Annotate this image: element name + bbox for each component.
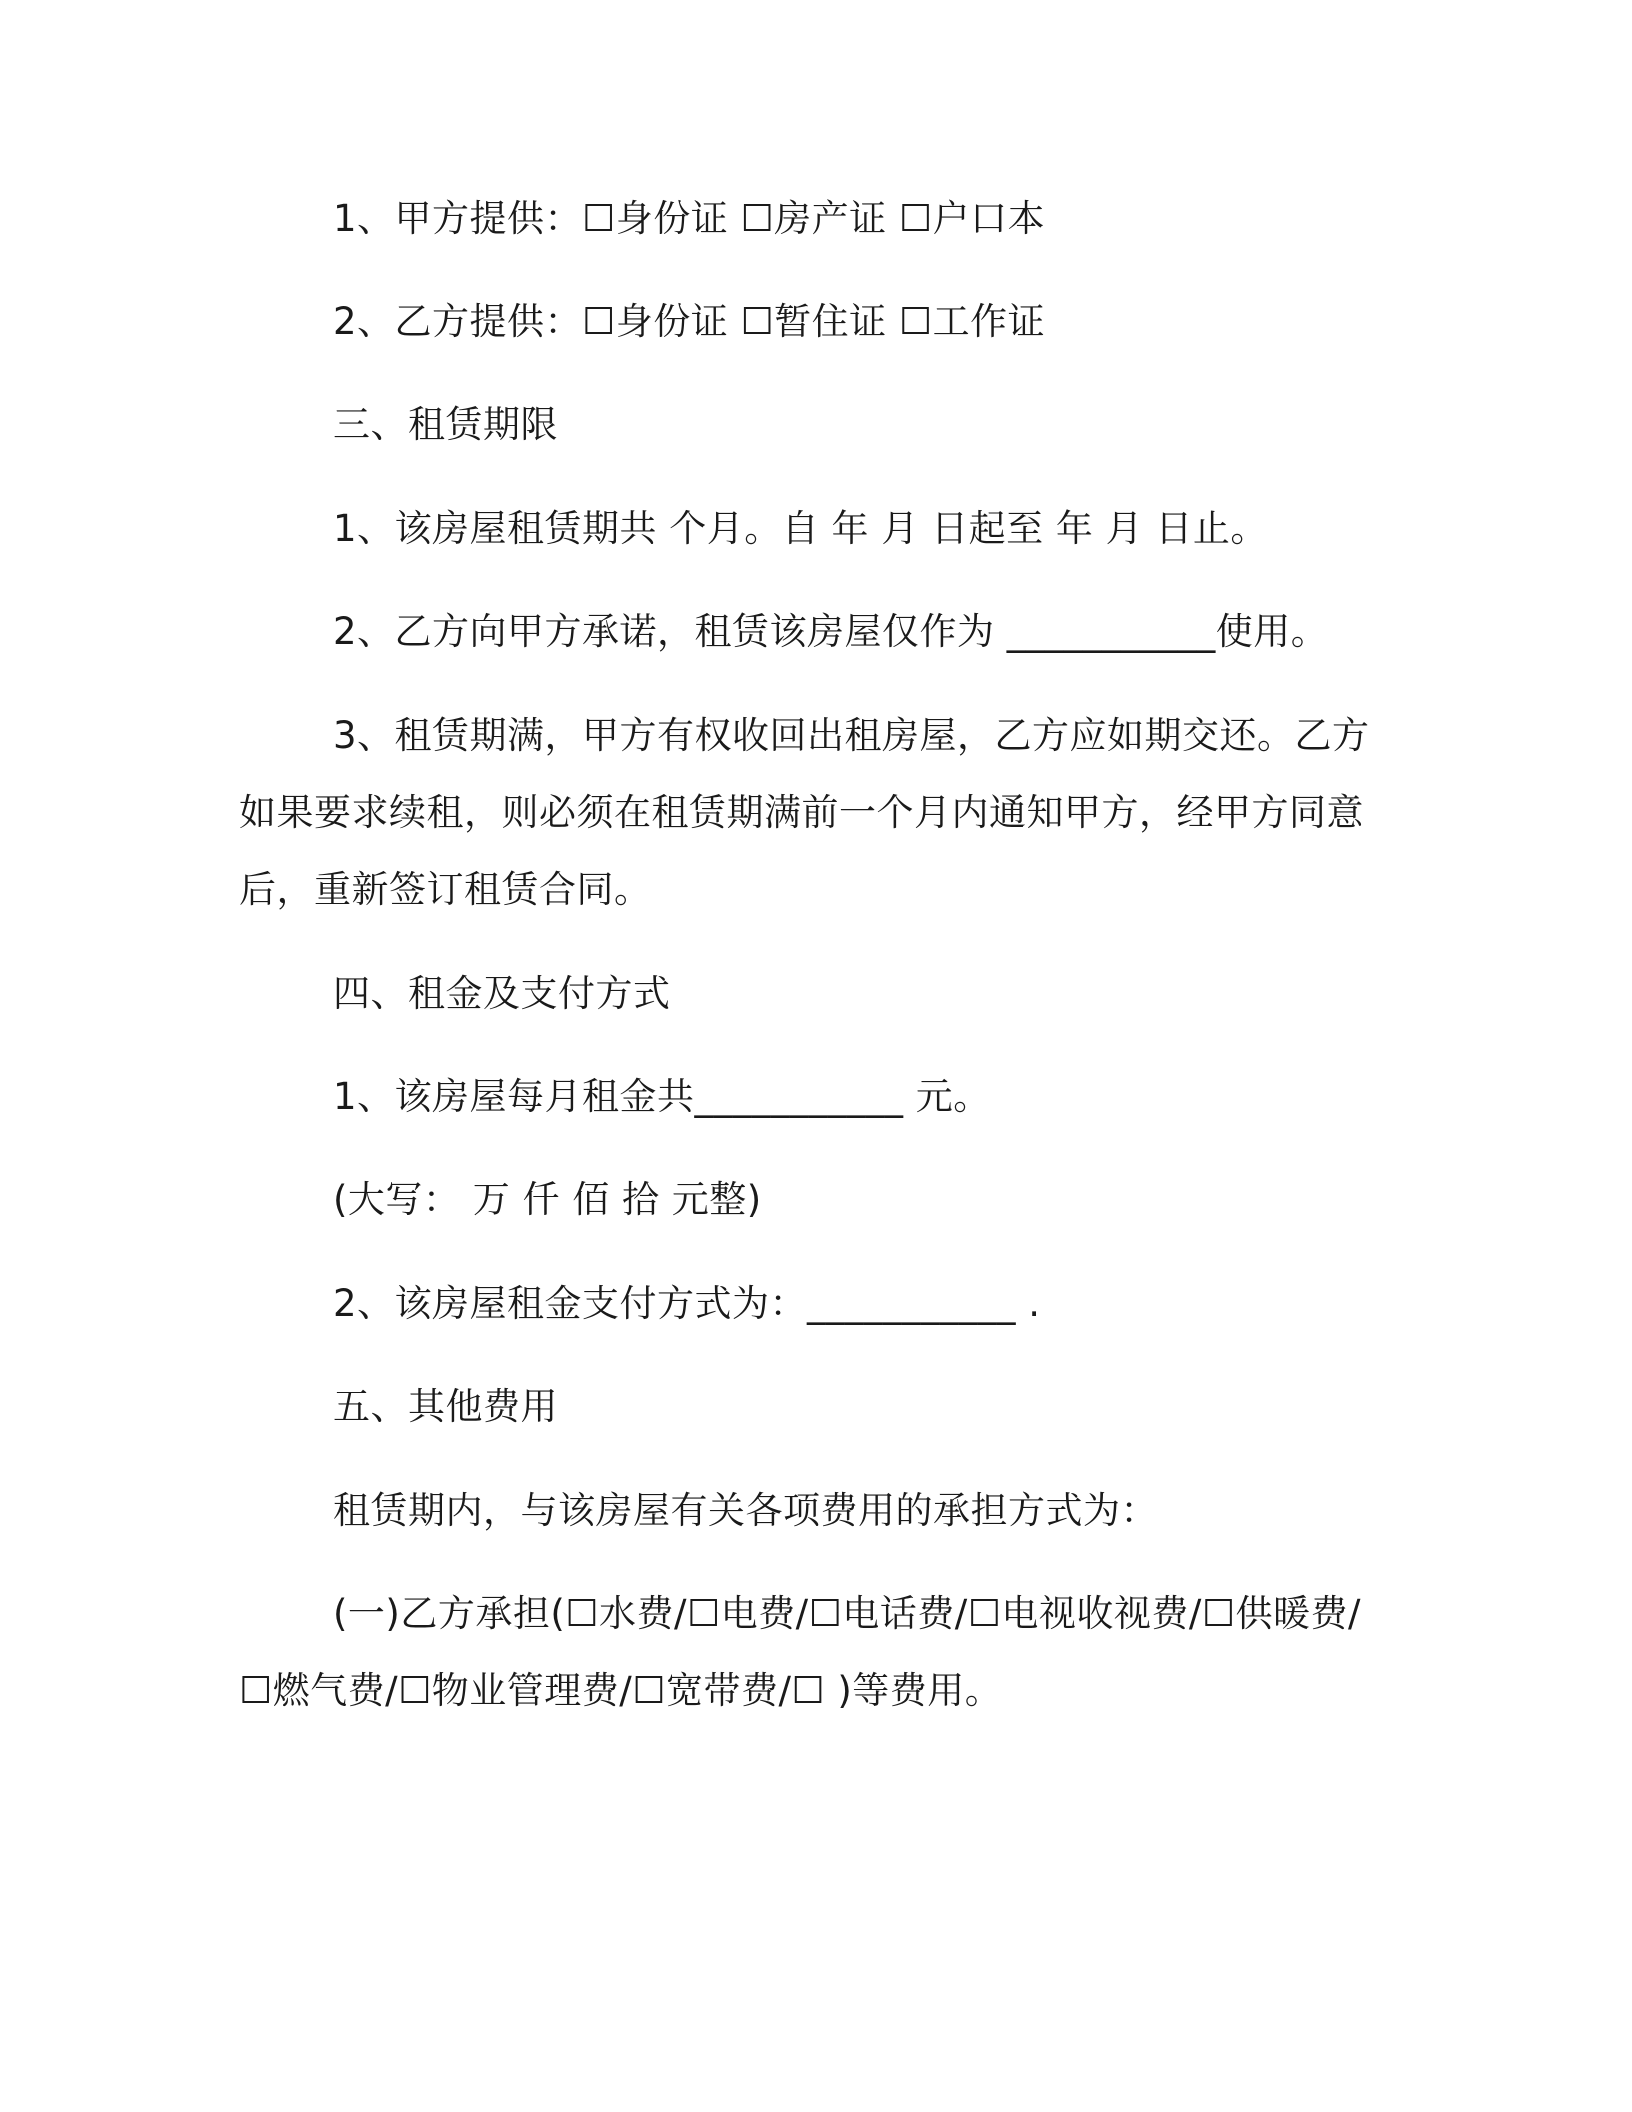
clause-fees-party-b-line-1: (一)乙方承担(☐水费/☐电费/☐电话费/☐电视收视费/☐供暖费/ — [333, 1592, 1361, 1635]
clause-party-a-documents: 1、甲方提供：☐身份证 ☐房产证 ☐户口本 — [333, 197, 1046, 240]
clause-rent-in-words: (大写： 万 仟 佰 拾 元整) — [333, 1178, 762, 1221]
section-heading-rent: 四、租金及支付方式 — [333, 972, 671, 1015]
clause-renewal-line-1: 3、租赁期满，甲方有权收回出租房屋，乙方应如期交还。乙方 — [333, 714, 1370, 757]
clause-lease-duration: 1、该房屋租赁期共 个月。自 年 月 日起至 年 月 日止。 — [333, 507, 1268, 550]
section-heading-other-fees: 五、其他费用 — [333, 1385, 558, 1428]
clause-fees-party-b-line-2: ☐燃气费/☐物业管理费/☐宽带费/☐ )等费用。 — [239, 1669, 1003, 1712]
clause-party-b-documents: 2、乙方提供：☐身份证 ☐暂住证 ☐工作证 — [333, 300, 1046, 343]
clause-usage-promise: 2、乙方向甲方承诺，租赁该房屋仅作为 ___________使用。 — [333, 610, 1329, 653]
section-heading-lease-term: 三、租赁期限 — [333, 403, 558, 446]
clause-renewal-line-2: 如果要求续租，则必须在租赁期满前一个月内通知甲方，经甲方同意 — [239, 791, 1364, 834]
clause-renewal-line-3: 后，重新签订租赁合同。 — [239, 868, 652, 911]
clause-fees-intro: 租赁期内，与该房屋有关各项费用的承担方式为： — [333, 1489, 1158, 1532]
clause-payment-method: 2、该房屋租金支付方式为：___________ . — [333, 1282, 1041, 1325]
clause-monthly-rent: 1、该房屋每月租金共___________ 元。 — [333, 1075, 991, 1118]
